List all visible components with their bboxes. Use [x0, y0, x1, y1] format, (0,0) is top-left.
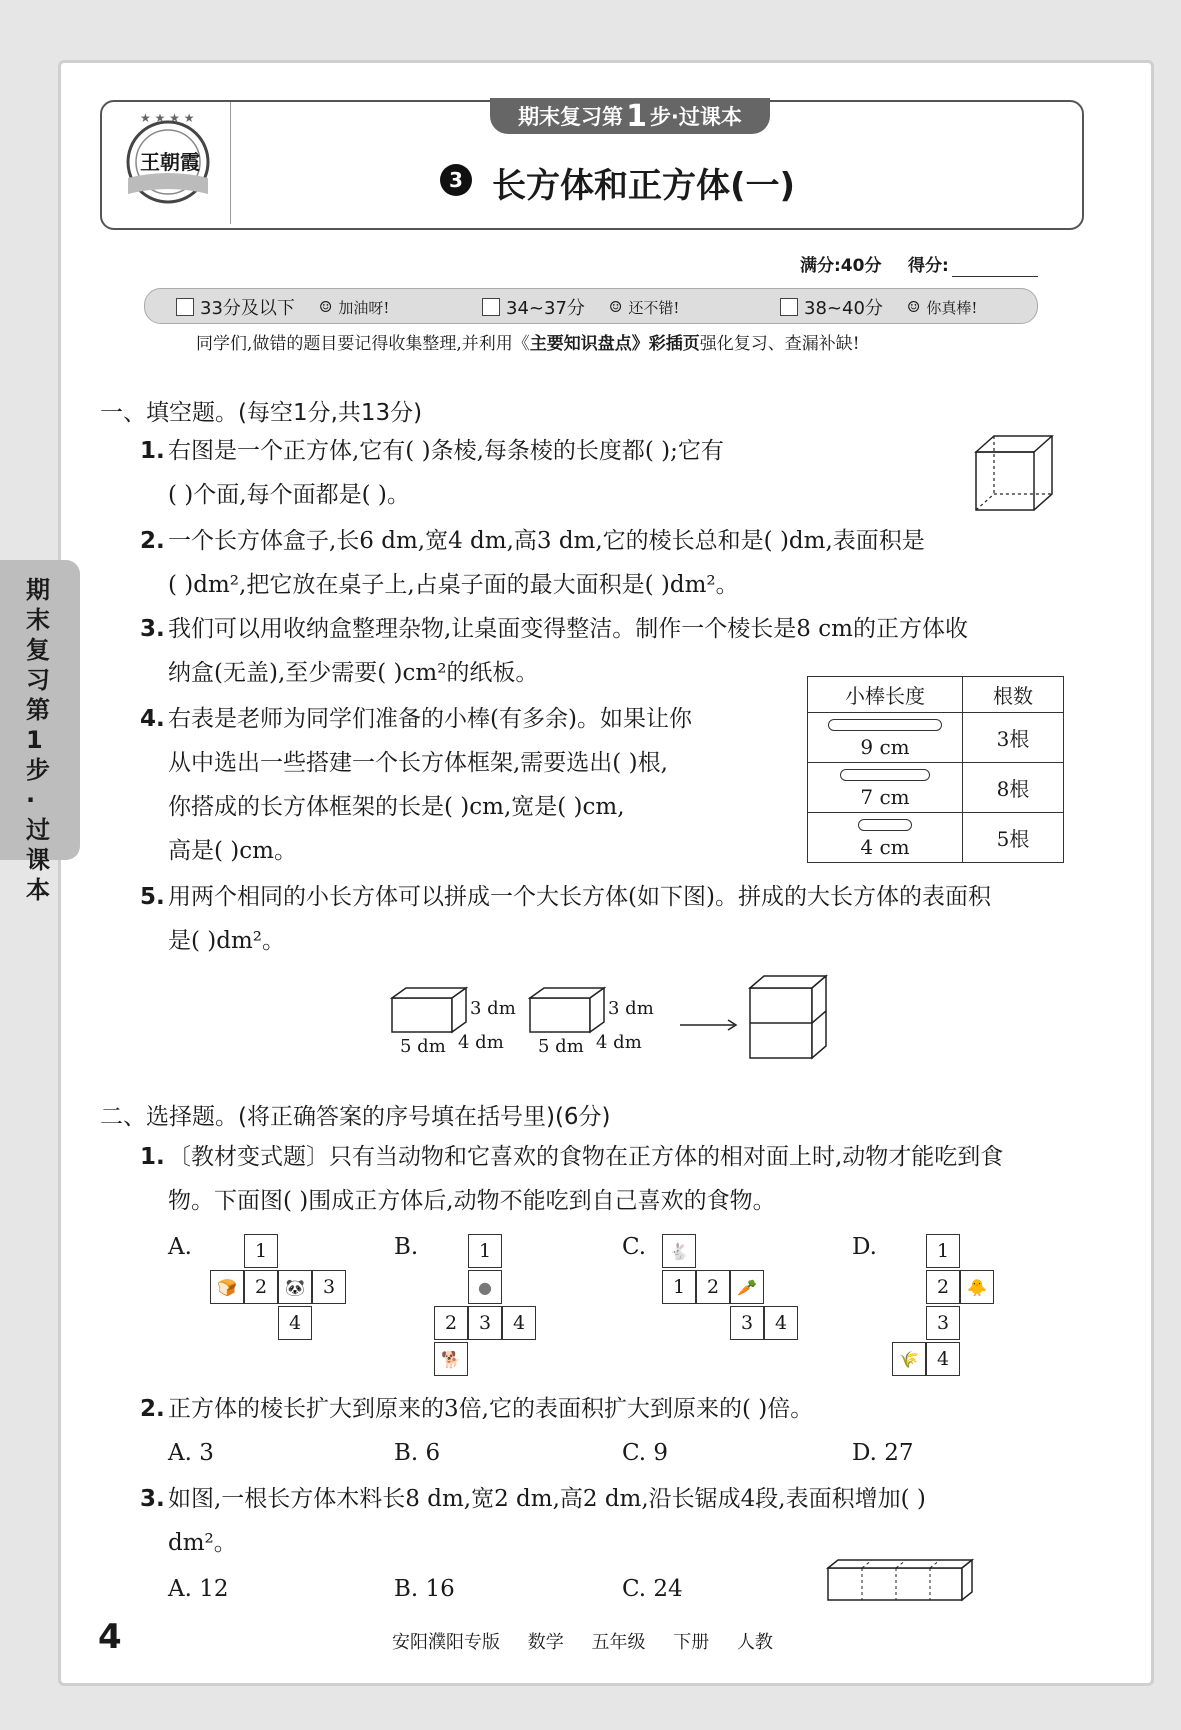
level-1: [176, 294, 389, 320]
s2-q2-option[interactable]: A. 3: [168, 1440, 214, 1466]
rod-icon: [840, 769, 930, 781]
banner: [490, 98, 770, 134]
unit-number: 3: [449, 168, 463, 192]
q2-line1: 一个长方体盒子,长6 dm,宽4 dm,高3 dm,它的棱长总和是( )dm,表面积是: [168, 528, 925, 554]
checkbox-icon[interactable]: [780, 298, 798, 316]
logo: [118, 110, 218, 210]
net-c-face: 2: [696, 1270, 730, 1304]
cuboid-1: [390, 986, 470, 1034]
q3-line2: 纳盒(无盖),至少需要( )cm²的纸板。: [168, 660, 539, 686]
net-b-face: 1: [468, 1234, 502, 1268]
banner-text-post: 步·过课本: [649, 105, 742, 129]
rod-icon: [828, 719, 942, 731]
grade: 五年级: [591, 1632, 646, 1653]
volume: 下册: [673, 1632, 710, 1653]
q2-number: 2.: [140, 528, 165, 554]
unit-badge: [440, 164, 472, 196]
subject: 数学: [527, 1632, 564, 1653]
publisher: 人教: [736, 1632, 773, 1653]
score-blank: [952, 276, 1038, 277]
s2-q2-option[interactable]: C. 9: [622, 1440, 669, 1466]
level-range: 38~40分: [804, 298, 883, 319]
animal-picture-icon: 🐥: [960, 1270, 994, 1304]
cuboid-2-length: 5 dm: [538, 1036, 584, 1057]
table-header: 根数: [963, 677, 1064, 713]
level-range: 34~37分: [506, 298, 585, 319]
rod-icon: [858, 819, 912, 831]
animal-picture-icon: 🐕: [434, 1342, 468, 1376]
cuboid-1-length: 5 dm: [400, 1036, 446, 1057]
checkbox-icon[interactable]: [176, 298, 194, 316]
animal-picture-icon: 🐼: [278, 1270, 312, 1304]
cuboid-2-width: 4 dm: [596, 1032, 642, 1053]
q3-number: 3.: [140, 616, 165, 642]
s2-q3-number: 3.: [140, 1486, 165, 1512]
cube-figure: [972, 432, 1056, 518]
net-c-face: 4: [764, 1306, 798, 1340]
s2-q2-number: 2.: [140, 1396, 165, 1422]
q2-line2: ( )dm²,把它放在桌子上,占桌子面的最大面积是( )dm²。: [168, 572, 739, 598]
score-label: 得分:: [908, 256, 949, 276]
rod-count: 8根: [963, 763, 1064, 813]
food-picture-icon: 🍞: [210, 1270, 244, 1304]
carrot-picture-icon: 🥕: [730, 1270, 764, 1304]
s2-q1-line2: 物。下面图( )围成正方体后,动物不能吃到自己喜欢的食物。: [168, 1188, 776, 1214]
level-2: [482, 294, 679, 320]
banner-text-pre: 期末复习第: [518, 105, 624, 129]
side-tab-text: 期末复习第1步·过课本: [26, 576, 50, 904]
level-range: 33分及以下: [200, 298, 295, 319]
net-b-face: 3: [468, 1306, 502, 1340]
net-b-face: 2: [434, 1306, 468, 1340]
net-a-face: 4: [278, 1306, 312, 1340]
net-c-face: 1: [662, 1270, 696, 1304]
food-picture-icon: 🌾: [892, 1342, 926, 1376]
net-a-face: 3: [312, 1270, 346, 1304]
banner-step-number: 1: [626, 98, 647, 134]
q4-line1: 右表是老师为同学们准备的小棒(有多余)。如果让你: [168, 706, 692, 732]
net-c-face: 3: [730, 1306, 764, 1340]
cuboid-1-height: 3 dm: [470, 998, 516, 1019]
s2-q2-option[interactable]: D. 27: [852, 1440, 914, 1466]
rods-table: [807, 676, 1064, 863]
q4-line4: 高是( )cm。: [168, 838, 297, 864]
svg-text:★ ★ ★ ★: ★ ★ ★ ★: [140, 111, 195, 125]
q5-number: 5.: [140, 884, 165, 910]
table-row: [808, 763, 1064, 813]
stacked-cuboid: [748, 974, 828, 1060]
option-c-label[interactable]: C.: [622, 1234, 647, 1260]
checkbox-icon[interactable]: [482, 298, 500, 316]
q1-line2: ( )个面,每个面都是( )。: [168, 482, 410, 508]
s2-q1-line1: 〔教材变式题〕只有当动物和它喜欢的食物在正方体的相对面上时,动物才能吃到食: [168, 1144, 1004, 1170]
net-d-face: 3: [926, 1306, 960, 1340]
food-picture-icon: ●: [468, 1270, 502, 1304]
tip-post: 强化复习、查漏补缺!: [699, 334, 860, 354]
s2-q3-option[interactable]: A. 12: [168, 1576, 229, 1602]
net-a-face: 1: [244, 1234, 278, 1268]
full-score: 满分:40分: [800, 256, 882, 276]
net-b-face: 4: [502, 1306, 536, 1340]
rod-count: 3根: [963, 713, 1064, 763]
rod-length: 7 cm: [860, 784, 910, 809]
rod-length: 4 cm: [860, 834, 910, 859]
page-title: 长方体和正方体(一): [492, 166, 796, 206]
tip-line: [196, 336, 860, 353]
logo-text: 王朝霞: [140, 150, 200, 174]
s2-q3-option[interactable]: B. 16: [394, 1576, 455, 1602]
q4-line3: 你搭成的长方体框架的长是( )cm,宽是( )cm,: [168, 794, 625, 820]
s2-q2-line1: 正方体的棱长扩大到原来的3倍,它的表面积扩大到原来的( )倍。: [168, 1396, 814, 1422]
wood-beam-figure: [826, 1558, 974, 1602]
footer-info: [392, 1628, 773, 1654]
net-d-face: 2: [926, 1270, 960, 1304]
q1-line1: 右图是一个正方体,它有( )条棱,每条棱的长度都( );它有: [168, 438, 724, 464]
smile-icon: ☺: [318, 298, 333, 316]
tip-pre: 同学们,做错的题目要记得收集整理,并利用《: [196, 334, 530, 354]
option-d-label[interactable]: D.: [852, 1234, 877, 1260]
cuboid-1-width: 4 dm: [458, 1032, 504, 1053]
q4-number: 4.: [140, 706, 165, 732]
net-a-face: 2: [244, 1270, 278, 1304]
level-message: 加油呀!: [338, 298, 390, 317]
smile-icon: ☺: [608, 298, 623, 316]
s2-q3-line1: 如图,一根长方体木料长8 dm,宽2 dm,高2 dm,沿长锯成4段,表面积增加( ): [168, 1486, 926, 1512]
section1-title: 一、填空题。(每空1分,共13分): [100, 400, 423, 426]
s2-q1-number: 1.: [140, 1144, 165, 1170]
smile-icon: ☺: [906, 298, 921, 316]
level-3: [780, 294, 977, 320]
q1-number: 1.: [140, 438, 165, 464]
section2-title: 二、选择题。(将正确答案的序号填在括号里)(6分): [100, 1104, 611, 1130]
page-number: 4: [98, 1617, 122, 1657]
rod-count: 5根: [963, 813, 1064, 863]
s2-q3-option[interactable]: C. 24: [622, 1576, 683, 1602]
level-message: 你真棒!: [926, 298, 978, 317]
s2-q3-line2: dm²。: [168, 1530, 237, 1556]
q4-line2: 从中选出一些搭建一个长方体框架,需要选出( )根,: [168, 750, 668, 776]
cuboid-2: [528, 986, 608, 1034]
arrow-icon: [680, 1018, 740, 1032]
tip-bold: 主要知识盘点》彩插页: [529, 334, 700, 354]
edition: 安阳濮阳专版: [392, 1632, 500, 1653]
table-row: [808, 813, 1064, 863]
net-d-face: 1: [926, 1234, 960, 1268]
s2-q2-option[interactable]: B. 6: [394, 1440, 441, 1466]
table-row: [808, 713, 1064, 763]
cuboid-2-height: 3 dm: [608, 998, 654, 1019]
table-header: 小棒长度: [808, 677, 963, 713]
q3-line1: 我们可以用收纳盒整理杂物,让桌面变得整洁。制作一个棱长是8 cm的正方体收: [168, 616, 968, 642]
option-a-label[interactable]: A.: [168, 1234, 192, 1260]
net-d-face: 4: [926, 1342, 960, 1376]
option-b-label[interactable]: B.: [394, 1234, 419, 1260]
q5-line1: 用两个相同的小长方体可以拼成一个大长方体(如下图)。拼成的大长方体的表面积: [168, 884, 991, 910]
header-divider: [230, 102, 231, 224]
rod-length: 9 cm: [860, 734, 910, 759]
q5-line2: 是( )dm²。: [168, 928, 286, 954]
level-message: 还不错!: [628, 298, 680, 317]
animal-picture-icon: 🐇: [662, 1234, 696, 1268]
